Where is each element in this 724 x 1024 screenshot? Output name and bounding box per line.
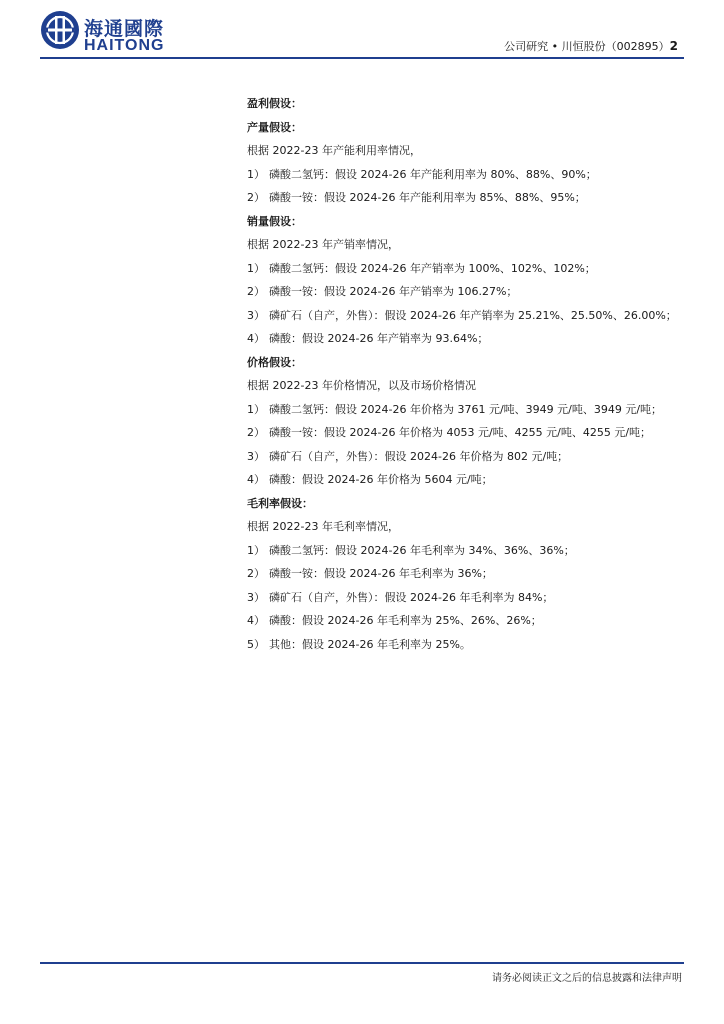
list-item-text: 磷酸一铵：假设 2024-26 年价格为 4053 元/吨、4255 元/吨、4255 元/吨； bbox=[269, 426, 652, 439]
list-item-number: 1） bbox=[247, 543, 265, 557]
list-item-text: 磷酸一铵：假设 2024-26 年产销率为 106.27%； bbox=[269, 285, 518, 298]
logo-chinese-text: 海通國際 bbox=[84, 18, 165, 40]
list-item-text: 磷矿石（自产，外售）：假设 2024-26 年价格为 802 元/吨； bbox=[269, 449, 569, 463]
list-item-number: 4） bbox=[247, 332, 265, 345]
list-item bbox=[247, 257, 687, 281]
header-rule bbox=[40, 57, 684, 59]
list-item-text: 磷酸：假设 2024-26 年毛利率为 25%、26%、26%； bbox=[269, 614, 542, 627]
list-item bbox=[247, 398, 687, 422]
haitong-emblem-icon bbox=[40, 10, 80, 50]
list-item-number: 2） bbox=[247, 285, 265, 298]
list-item-text: 磷酸二氢钙：假设 2024-26 年产销率为 100%、102%、102%； bbox=[269, 261, 596, 275]
list-item bbox=[247, 163, 687, 187]
page-header-info bbox=[504, 38, 678, 54]
paragraph: 根据 2022-23 年毛利率情况， bbox=[247, 520, 399, 533]
list-item-text: 磷酸：假设 2024-26 年价格为 5604 元/吨； bbox=[269, 473, 493, 486]
list-item-text: 磷矿石（自产，外售）：假设 2024-26 年毛利率为 84%； bbox=[269, 590, 554, 604]
list-item bbox=[247, 421, 687, 445]
list-item-number: 4） bbox=[247, 473, 265, 486]
list-item-text: 磷酸一铵：假设 2024-26 年产能利用率为 85%、88%、95%； bbox=[269, 191, 586, 204]
list-item bbox=[247, 280, 687, 304]
list-item-number: 1） bbox=[247, 167, 265, 181]
section-heading: 产量假设： bbox=[247, 120, 302, 134]
section-heading: 盈利假设： bbox=[247, 97, 302, 110]
footer-rule bbox=[40, 962, 684, 964]
list-item bbox=[247, 586, 687, 610]
report-info: 公司研究 • 川恒股份（002895） bbox=[504, 40, 670, 53]
list-item-number: 1） bbox=[247, 402, 265, 416]
list-item bbox=[247, 633, 687, 657]
section-heading: 销量假设： bbox=[247, 214, 302, 228]
list-item bbox=[247, 327, 687, 351]
paragraph: 根据 2022-23 年产能利用率情况， bbox=[247, 144, 421, 157]
list-item-number: 1） bbox=[247, 261, 265, 275]
list-item-number: 3） bbox=[247, 449, 265, 463]
document-body bbox=[247, 92, 687, 656]
page-number: 2 bbox=[669, 39, 678, 53]
list-item-text: 磷酸二氢钙：假设 2024-26 年产能利用率为 80%、88%、90%； bbox=[269, 167, 597, 181]
list-item-text: 磷酸二氢钙：假设 2024-26 年价格为 3761 元/吨、3949 元/吨、3949 元/吨； bbox=[269, 402, 663, 416]
list-item-text: 磷矿石（自产，外售）：假设 2024-26 年产销率为 25.21%、25.50%、26.00%； bbox=[269, 308, 677, 322]
list-item-text: 磷酸一铵：假设 2024-26 年毛利率为 36%； bbox=[269, 567, 493, 580]
footer-disclaimer: 请务必阅读正文之后的信息披露和法律声明 bbox=[492, 973, 682, 984]
list-item-text: 磷酸二氢钙：假设 2024-26 年毛利率为 34%、36%、36%； bbox=[269, 543, 575, 557]
list-item-number: 3） bbox=[247, 308, 265, 322]
list-item-number: 3） bbox=[247, 590, 265, 604]
list-item bbox=[247, 609, 687, 633]
list-item bbox=[247, 445, 687, 469]
list-item bbox=[247, 539, 687, 563]
list-item bbox=[247, 562, 687, 586]
section-heading: 毛利率假设： bbox=[247, 496, 313, 510]
section-heading: 价格假设： bbox=[247, 355, 302, 369]
list-item-number: 4） bbox=[247, 614, 265, 627]
list-item-number: 2） bbox=[247, 567, 265, 580]
list-item-text: 其他：假设 2024-26 年毛利率为 25%。 bbox=[269, 637, 471, 651]
list-item bbox=[247, 304, 687, 328]
list-item-number: 2） bbox=[247, 191, 265, 204]
list-item-number: 5） bbox=[247, 637, 265, 651]
paragraph: 根据 2022-23 年价格情况，以及市场价格情况 bbox=[247, 379, 476, 392]
logo-english-text: HAITONG bbox=[84, 37, 165, 54]
list-item-number: 2） bbox=[247, 426, 265, 439]
list-item-text: 磷酸：假设 2024-26 年产销率为 93.64%； bbox=[269, 332, 489, 345]
paragraph: 根据 2022-23 年产销率情况， bbox=[247, 238, 399, 251]
list-item bbox=[247, 186, 687, 210]
list-item bbox=[247, 468, 687, 492]
haitong-logo bbox=[40, 10, 180, 52]
